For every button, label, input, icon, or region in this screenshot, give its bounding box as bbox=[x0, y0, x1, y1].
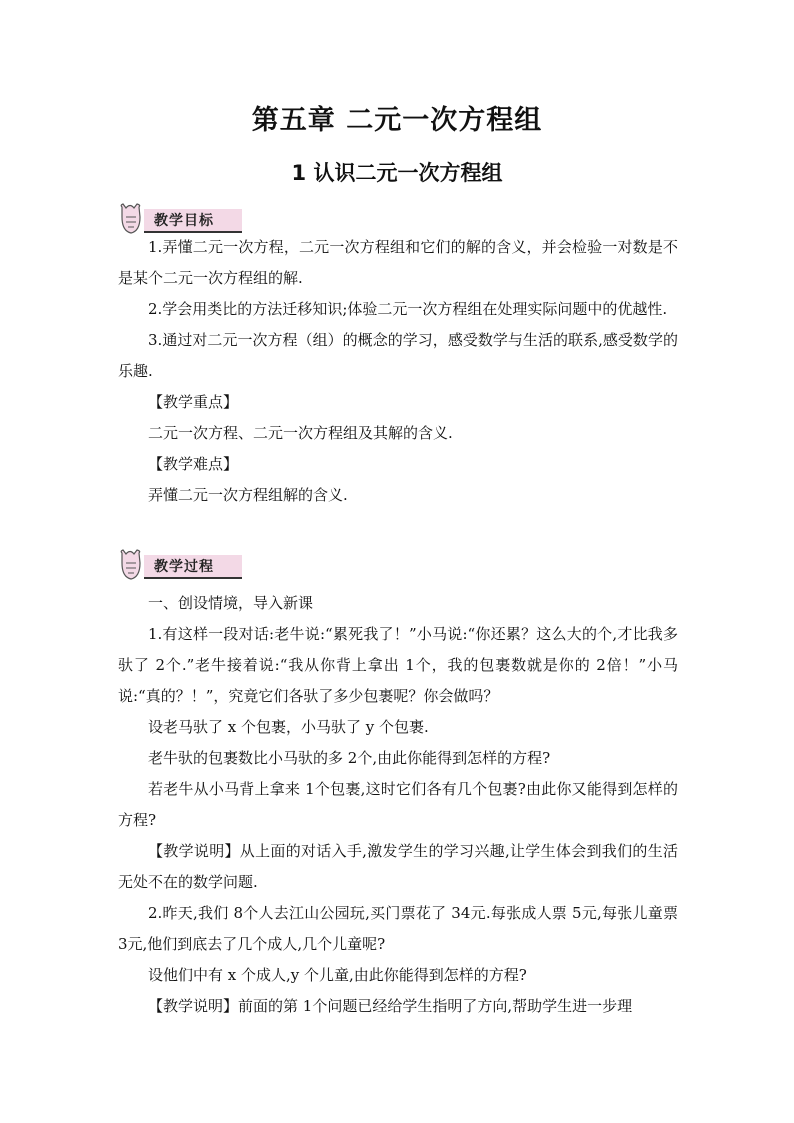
chapter-title: 第五章 二元一次方程组 bbox=[251, 105, 543, 136]
process-paragraph: 设老马驮了 x 个包裹，小马驮了 y 个包裹. bbox=[148, 718, 429, 736]
key-points-heading: 【教学重点】 bbox=[148, 393, 239, 411]
process-paragraph: 若老牛从小马背上拿来 1个包裹,这时它们各有几个包裹?由此你又能得到怎样的方程? bbox=[118, 780, 678, 829]
process-banner bbox=[116, 549, 244, 583]
objectives-banner-box bbox=[144, 209, 242, 233]
difficulties-heading: 【教学难点】 bbox=[148, 455, 239, 473]
decorative-frame-icon bbox=[116, 549, 146, 581]
process-paragraph: 2.昨天,我们 8个人去江山公园玩,买门票花了 34元.每张成人票 5元,每张儿童票 3元,他们到底去了几个成人,几个儿童呢? bbox=[118, 904, 678, 953]
difficulties-text: 弄懂二元一次方程组解的含义. bbox=[148, 486, 348, 504]
process-paragraph: 【教学说明】从上面的对话入手,激发学生的学习兴趣,让学生体会到我们的生活无处不在的数学问题. bbox=[118, 842, 678, 891]
process-banner-box bbox=[144, 555, 242, 579]
process-banner-label: 教学过程 bbox=[154, 559, 214, 575]
process-paragraph: 1.有这样一段对话:老牛说:“累死我了！”小马说:“你还累？这么大的个,才比我多驮了 2个.”老牛接着说:“我从你背上拿出 1个，我的包裹数就是你的 2倍！”小马说:“真的？！”，究竟它们各驮了多少包裹呢？你会做吗？ bbox=[118, 625, 678, 705]
objectives-banner-label: 教学目标 bbox=[154, 213, 214, 229]
objectives-section bbox=[118, 232, 678, 511]
decorative-frame-icon bbox=[116, 203, 146, 235]
objective-paragraph: 2.学会用类比的方法迁移知识;体验二元一次方程组在处理实际问题中的优越性. bbox=[148, 300, 668, 318]
process-paragraph: 一、创设情境，导入新课 bbox=[148, 594, 314, 612]
key-points-text: 二元一次方程、二元一次方程组及其解的含义. bbox=[148, 424, 453, 442]
process-section bbox=[118, 588, 678, 1022]
objective-paragraph: 1.弄懂二元一次方程，二元一次方程组和它们的解的含义，并会检验一对数是不是某个二元一次方程组的解. bbox=[118, 238, 678, 287]
process-paragraph: 【教学说明】前面的第 1个问题已经给学生指明了方向,帮助学生进一步理 bbox=[148, 997, 633, 1015]
section-title: 1 认识二元一次方程组 bbox=[291, 161, 503, 185]
objective-paragraph: 3.通过对二元一次方程（组）的概念的学习，感受数学与生活的联系,感受数学的乐趣. bbox=[118, 331, 678, 380]
process-paragraph: 老牛驮的包裹数比小马驮的多 2个,由此你能得到怎样的方程? bbox=[148, 749, 551, 767]
process-paragraph: 设他们中有 x 个成人,y 个儿童,由此你能得到怎样的方程? bbox=[148, 966, 527, 984]
